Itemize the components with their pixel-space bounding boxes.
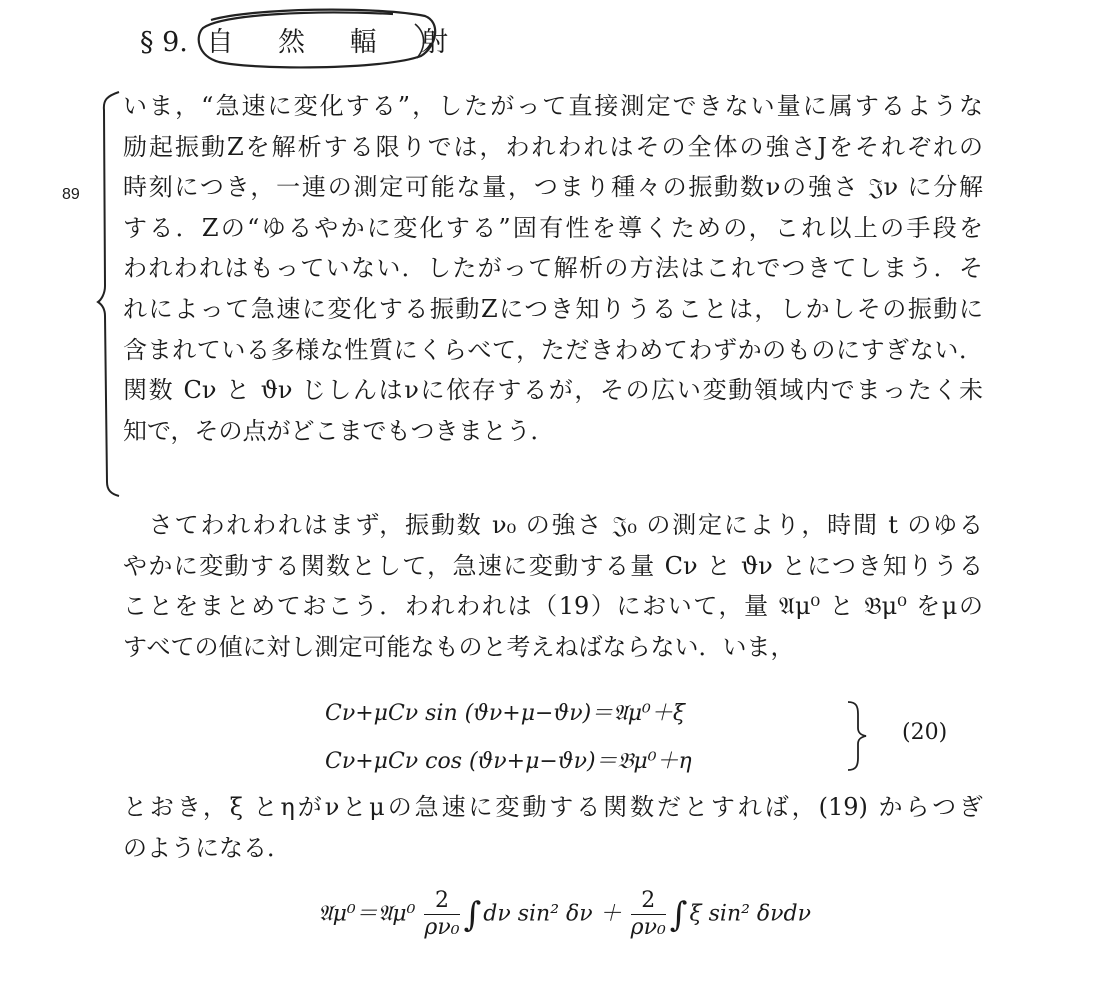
fraction-numerator: 2 — [631, 888, 666, 915]
fraction — [631, 888, 666, 941]
text-line: やかに変動する関数として，急速に変動する量 Cν と ϑν とにつき知りうる — [123, 551, 983, 580]
handwritten-circle-icon — [193, 6, 443, 72]
equation-integral — [318, 888, 811, 941]
equation-sin: Cν+μCν sin (ϑν+μ−ϑν)＝𝔄μ⁰＋ξ — [325, 701, 685, 726]
equation-term1: dν sin² δν ＋ — [483, 901, 622, 927]
fraction — [424, 888, 459, 941]
section-title: 自 然 輻 射 — [206, 27, 467, 58]
text-line: とおき，ξ とηがνとμの急速に変動する関数だとすれば，(19) からつぎ — [123, 793, 983, 821]
right-brace-icon — [842, 700, 872, 772]
text-line: われわれはもっていない．したがって解析の方法はこれでつきてしまう．そ — [123, 254, 983, 283]
text-line: 含まれている多様な性質にくらべて，ただきわめてわずかのものにすぎない． — [123, 335, 983, 364]
paragraph-2 — [123, 505, 983, 667]
text-line: すべての値に対し測定可能なものと考えねばならない．いま， — [123, 632, 795, 661]
text-line: ことをまとめておこう．われわれは（19）において，量 𝔄μ⁰ と 𝔅μ⁰ をμの — [123, 592, 983, 621]
paragraph-1 — [123, 86, 983, 451]
text-line: 関数 Cν と ϑν じしんはνに依存するが，その広い変動領域内でまったく未 — [123, 376, 983, 405]
fraction-denominator: ρν₀ — [630, 915, 666, 940]
margin-page-number: 89 — [62, 186, 80, 203]
section-number: § 9. — [140, 27, 188, 58]
integral-sign-icon: ∫ — [463, 894, 482, 935]
equation-term2: ξ sin² δνdν — [689, 901, 812, 927]
integral-sign-icon: ∫ — [669, 894, 688, 935]
fraction-numerator: 2 — [424, 888, 459, 915]
text-line: のようになる． — [123, 833, 291, 862]
margin-bracket-icon — [95, 86, 125, 502]
equation-lhs: 𝔄μ⁰＝𝔄μ⁰ — [318, 901, 416, 927]
text-line: いま，“急速に変化する”，したがって直接測定できない量に属するような — [123, 92, 983, 120]
text-line: 時刻につき，一連の測定可能な量，つまり種々の振動数νの強さ 𝔍ν に分解 — [123, 173, 983, 202]
text-line: する．Zの“ゆるやかに変化する”固有性を導くための，これ以上の手段を — [123, 213, 983, 242]
text-line: さてわれわれはまず，振動数 ν₀ の強さ 𝔍₀ の測定により，時間 t のゆる — [123, 511, 983, 539]
equation-number: (20) — [902, 720, 948, 745]
fraction-denominator: ρν₀ — [424, 915, 460, 940]
paragraph-3 — [123, 787, 983, 868]
text-line: 知で，その点がどこまでもつきまとう． — [123, 416, 555, 445]
text-line: れによって急速に変化する振動Zにつき知りうることは，しかしその振動に — [123, 294, 983, 323]
equation-cos: Cν+μCν cos (ϑν+μ−ϑν)＝𝔅μ⁰＋η — [325, 749, 692, 774]
text-line: 励起振動Zを解析する限りでは，われわれはその全体の強さJをそれぞれの — [123, 132, 983, 161]
